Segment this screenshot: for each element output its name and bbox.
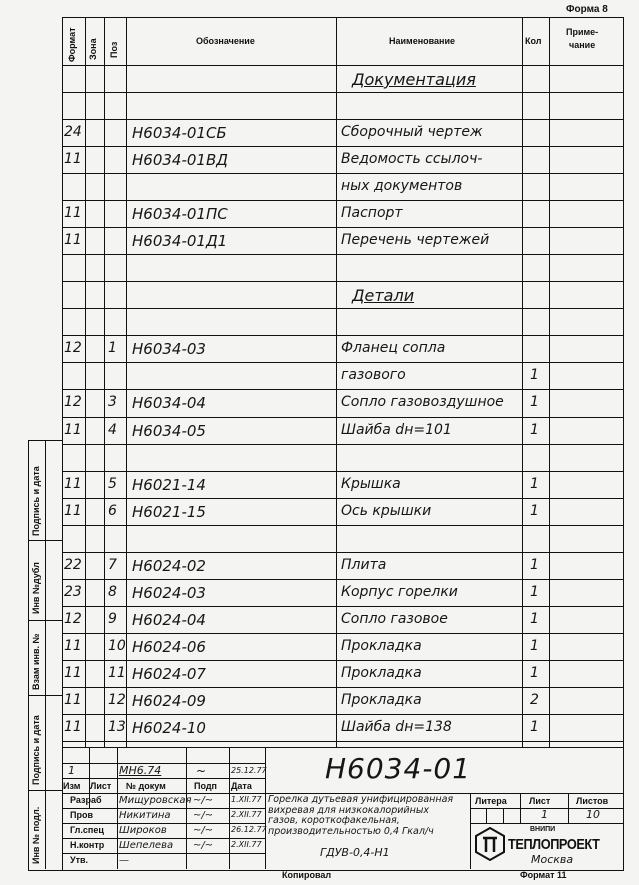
header-qty: Кол	[525, 36, 542, 46]
title-line-3: газов, короткофакельная,	[268, 815, 400, 826]
listov-label: Листов	[576, 796, 609, 806]
strip-inv-podl: Инв № подл.	[31, 806, 41, 864]
role-date: 2.XII.77	[231, 840, 262, 849]
row-format: 22	[64, 557, 82, 573]
row-designation: Н6024-09	[132, 692, 206, 710]
row-qty: 1	[530, 503, 539, 519]
strip-sub-date-top: Подпись и дата	[31, 466, 41, 536]
row-name: Прокладка	[341, 638, 422, 654]
row-pos: 4	[108, 422, 117, 438]
role-label: Утв.	[70, 855, 89, 865]
rev-doc: МН6.74	[119, 764, 162, 777]
row-designation: Н6034-01ПС	[132, 205, 228, 223]
row-name: Шайба dн=138	[341, 719, 452, 735]
row-qty: 1	[530, 719, 539, 735]
row-divider	[62, 146, 623, 147]
col-list: Лист	[90, 781, 112, 791]
row-name: Шайба dн=101	[341, 422, 452, 438]
row-qty: 1	[530, 584, 539, 600]
row-divider	[62, 525, 623, 526]
row-format: 11	[64, 232, 82, 248]
row-divider	[62, 173, 623, 174]
row-pos: 8	[108, 584, 117, 600]
row-designation: Н6034-04	[132, 394, 206, 412]
title-line-1: Горелка дутьевая унифицированная	[268, 794, 454, 805]
row-divider	[62, 227, 623, 228]
row-divider	[62, 200, 623, 201]
role-signature: ~/~	[193, 825, 214, 836]
row-designation: Н6024-04	[132, 611, 206, 629]
row-name: Фланец сопла	[341, 340, 446, 356]
row-divider	[62, 119, 623, 120]
strip-sub-date-bottom: Подпись и дата	[31, 715, 41, 785]
col-ndoc: № докум	[126, 781, 166, 791]
row-name: Ось крышки	[341, 503, 432, 519]
listov-value: 10	[586, 808, 600, 821]
row-qty: 2	[530, 692, 539, 708]
row-name: Сопло газовоздушное	[341, 394, 504, 410]
role-date: 26.12.77	[231, 825, 267, 834]
row-qty: 1	[530, 638, 539, 654]
row-name: Плита	[341, 557, 387, 573]
row-divider	[62, 281, 623, 282]
row-format: 11	[64, 151, 82, 167]
row-pos: 12	[108, 692, 126, 708]
row-name: Прокладка	[341, 665, 422, 681]
row-qty: 1	[530, 611, 539, 627]
row-pos: 7	[108, 557, 117, 573]
row-designation: Н6024-03	[132, 584, 206, 602]
form-label: Форма 8	[566, 4, 608, 15]
product-title	[268, 795, 453, 837]
row-designation: Н6021-14	[132, 476, 206, 494]
row-pos: 5	[108, 476, 117, 492]
row-divider	[62, 714, 623, 715]
row-name: Прокладка	[341, 692, 422, 708]
row-pos: 9	[108, 611, 117, 627]
role-date: 1.XII.77	[231, 795, 262, 804]
col-podp: Подп	[194, 781, 217, 791]
row-pos: 11	[108, 665, 126, 681]
header-designation: Обозначение	[196, 36, 255, 46]
row-pos: 13	[108, 719, 126, 735]
row-format: 11	[64, 692, 82, 708]
row-name: Паспорт	[341, 205, 403, 221]
row-designation: Н6034-01СБ	[132, 124, 227, 142]
row-pos: 1	[108, 340, 117, 356]
org-city: Москва	[531, 853, 574, 866]
list-value: 1	[541, 808, 548, 821]
row-designation: Н6021-15	[132, 503, 206, 521]
role-signature: ~/~	[193, 795, 214, 806]
row-name: ных документов	[341, 178, 463, 194]
row-format: 11	[64, 719, 82, 735]
role-person: Широков	[119, 825, 167, 836]
header-note-1: Приме-	[566, 27, 599, 37]
row-format: 12	[64, 340, 82, 356]
role-person: Шепелева	[119, 840, 174, 851]
role-person: Никитина	[119, 810, 171, 821]
row-format: 11	[64, 665, 82, 681]
row-format: 12	[64, 394, 82, 410]
row-pos: 3	[108, 394, 117, 410]
row-designation: Н6034-03	[132, 340, 206, 358]
row-format: 23	[64, 584, 82, 600]
row-divider	[62, 335, 623, 336]
document-code: Н6034-01	[325, 752, 472, 785]
row-pos: 6	[108, 503, 117, 519]
role-person: Мищуровская	[119, 795, 192, 806]
col-izm: Изм	[63, 781, 81, 791]
row-name: Сопло газовое	[341, 611, 448, 627]
role-signature: ~/~	[193, 840, 214, 851]
row-divider	[62, 471, 623, 472]
role-signature: ~/~	[193, 810, 214, 821]
header-note-2: чание	[569, 40, 596, 50]
col-data: Дата	[231, 781, 252, 791]
role-label: Разраб	[70, 795, 102, 805]
row-divider	[62, 92, 623, 93]
litera-label: Литера	[475, 796, 507, 806]
row-name: Документация	[352, 70, 476, 89]
rev-number: 1	[68, 764, 75, 777]
row-format: 24	[64, 124, 82, 140]
row-qty: 1	[530, 476, 539, 492]
row-qty: 1	[530, 422, 539, 438]
title-line-4: производительностью 0,4 Гкал/ч	[268, 825, 434, 837]
row-format: 11	[64, 638, 82, 654]
row-format: 12	[64, 611, 82, 627]
row-format: 11	[64, 476, 82, 492]
header-zone: Зона	[88, 38, 98, 60]
row-divider	[62, 687, 623, 688]
row-qty: 1	[530, 557, 539, 573]
row-divider	[62, 254, 623, 255]
role-person: —	[119, 855, 129, 866]
list-label: Лист	[529, 796, 551, 806]
row-designation: Н6024-06	[132, 638, 206, 656]
row-qty: 1	[530, 394, 539, 410]
role-date: 2.XII.77	[231, 810, 262, 819]
role-label: Гл.спец	[70, 825, 104, 835]
row-pos: 10	[108, 638, 126, 654]
row-designation: Н6034-05	[132, 422, 206, 440]
row-format: 11	[64, 205, 82, 221]
row-divider	[62, 660, 623, 661]
row-designation: Н6034-01Д1	[132, 232, 228, 250]
row-divider	[62, 417, 623, 418]
row-divider	[62, 579, 623, 580]
header-format: Формат	[67, 27, 77, 62]
row-format: 11	[64, 503, 82, 519]
role-label: Н.контр	[70, 840, 105, 850]
org-name: ТЕПЛОПРОЕКТ	[508, 836, 600, 853]
row-name: Крышка	[341, 476, 401, 492]
strip-inv-dubl: Инв №дубл	[31, 562, 41, 614]
strip-vzam-inv: Взам инв. №	[31, 633, 41, 690]
row-qty: 1	[530, 367, 539, 383]
row-divider	[62, 362, 623, 363]
header-pos: Поз	[109, 41, 119, 58]
row-format: 11	[64, 422, 82, 438]
row-name: Сборочный чертеж	[341, 124, 483, 140]
title-line-2: вихревая для низкокалорийных	[268, 804, 429, 816]
footer-format: Формат 11	[520, 870, 567, 880]
rev-signature: ~	[196, 764, 207, 778]
org-small: ВНИПИ	[530, 826, 556, 833]
row-name: газового	[341, 367, 406, 383]
row-designation: Н6024-02	[132, 557, 206, 575]
product-code: ГДУВ-0,4-Н1	[320, 846, 390, 859]
org-logo-icon	[474, 826, 506, 862]
row-divider	[62, 606, 623, 607]
row-divider	[62, 741, 623, 742]
row-name: Перечень чертежей	[341, 232, 490, 248]
row-qty: 1	[530, 665, 539, 681]
footer-copied: Копировал	[282, 870, 332, 880]
row-divider	[62, 444, 623, 445]
row-divider	[62, 308, 623, 309]
row-name: Детали	[352, 286, 415, 305]
rev-date: 25.12.77	[231, 766, 267, 775]
row-name: Корпус горелки	[341, 584, 458, 600]
row-divider	[62, 633, 623, 634]
row-designation: Н6024-10	[132, 719, 206, 737]
row-name: Ведомость ссылоч-	[341, 151, 483, 167]
row-divider	[62, 389, 623, 390]
row-divider	[62, 498, 623, 499]
row-designation: Н6034-01ВД	[132, 151, 228, 169]
header-name: Наименование	[389, 36, 456, 46]
role-label: Пров	[70, 810, 93, 820]
row-divider	[62, 552, 623, 553]
row-designation: Н6024-07	[132, 665, 206, 683]
